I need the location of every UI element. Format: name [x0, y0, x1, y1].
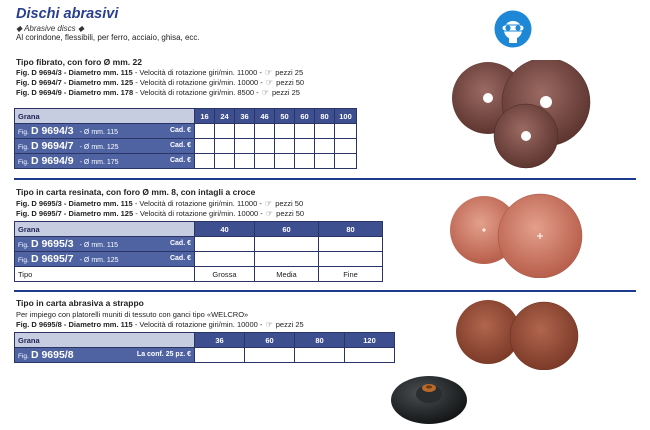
page-subtitle: ◆ Abrasive discs ◆	[16, 24, 85, 33]
product-ref: Fig. D 9694/3 - Diametro mm. 115	[16, 68, 133, 77]
price-cell	[195, 154, 215, 169]
section2-table	[14, 221, 383, 282]
tipo-value: Media	[255, 267, 319, 282]
section3-description: Per impiego con platorelli muniti di tessuto con ganci tipo «WELCRO»	[16, 310, 249, 319]
product-code: D 9694/7	[30, 140, 74, 152]
price-cell	[295, 154, 315, 169]
velcro-paper-discs-image	[448, 298, 608, 370]
section2-line	[16, 199, 303, 208]
diameter: - Ø mm. 125	[79, 257, 119, 264]
grit-header: 100	[335, 109, 357, 124]
fig-prefix: Fig.	[18, 159, 29, 166]
product-code: D 9694/3	[30, 125, 74, 137]
fibre-discs-image	[440, 60, 620, 170]
rotation-speed: - Velocità di rotazione giri/min. 10000 -	[135, 209, 263, 218]
table-header-row	[15, 109, 357, 124]
safety-goggles-icon	[494, 10, 532, 48]
price-cell	[295, 139, 315, 154]
rotation-speed: - Velocità di rotazione giri/min. 8500 -	[135, 88, 259, 97]
grit-header: 60	[245, 333, 295, 348]
price-unit: Cad. €	[169, 127, 191, 134]
price-cell	[315, 124, 335, 139]
price-cell	[275, 139, 295, 154]
section1-table	[14, 108, 357, 169]
hand-pointer-icon: ☞	[261, 88, 269, 97]
tipo-value: Grossa	[195, 267, 255, 282]
section1-line	[16, 68, 303, 77]
table-header-row	[15, 222, 383, 237]
fig-prefix: Fig.	[18, 353, 29, 360]
price-cell	[255, 124, 275, 139]
pack-quantity: pezzi 25	[272, 88, 300, 97]
price-unit: Cad. €	[169, 240, 191, 247]
price-cell	[235, 139, 255, 154]
grana-label: Grana	[15, 109, 195, 124]
price-cell	[275, 124, 295, 139]
section2-line	[16, 209, 304, 218]
diameter: - Ø mm. 115	[79, 242, 119, 249]
pack-quantity: pezzi 50	[276, 78, 305, 87]
price-cell	[195, 252, 255, 267]
section1-title: Tipo fibrato, con foro Ø mm. 22	[16, 57, 142, 67]
table-row	[15, 348, 395, 363]
pack-quantity: pezzi 50	[276, 209, 305, 218]
price-unit: Cad. €	[169, 157, 191, 164]
section-divider	[14, 290, 636, 292]
price-cell	[195, 139, 215, 154]
product-row-label	[15, 154, 195, 169]
price-unit: Cad. €	[169, 142, 191, 149]
hand-pointer-icon: ☞	[264, 199, 273, 208]
price-cell	[255, 154, 275, 169]
fig-prefix: Fig.	[18, 144, 29, 151]
rotation-speed: - Velocità di rotazione giri/min. 10000 -	[134, 320, 263, 329]
price-cell	[215, 124, 235, 139]
grit-header: 80	[315, 109, 335, 124]
price-cell	[275, 154, 295, 169]
product-ref: Fig. D 9695/3 - Diametro mm. 115	[16, 199, 133, 208]
hand-pointer-icon: ☞	[265, 320, 273, 329]
price-cell	[335, 139, 357, 154]
product-code: D 9694/9	[30, 155, 74, 167]
product-row-label	[15, 139, 195, 154]
price-cell	[215, 139, 235, 154]
price-cell	[195, 237, 255, 252]
rotation-speed: - Velocità di rotazione giri/min. 10000 -	[135, 78, 263, 87]
section-divider	[14, 178, 636, 180]
price-cell	[255, 252, 319, 267]
fig-prefix: Fig.	[18, 129, 29, 136]
section1-line	[16, 78, 304, 87]
product-code: D 9695/3	[30, 238, 74, 250]
grit-header: 80	[295, 333, 345, 348]
price-cell	[255, 237, 319, 252]
grana-label: Grana	[15, 222, 195, 237]
price-cell	[345, 348, 395, 363]
product-ref: Fig. D 9695/7 - Diametro mm. 125	[16, 209, 134, 218]
section3-line	[16, 320, 304, 329]
grit-header: 50	[275, 109, 295, 124]
product-row-label	[15, 237, 195, 252]
rotation-speed: - Velocità di rotazione giri/min. 11000 -	[134, 199, 262, 208]
section1-line	[16, 88, 300, 97]
diameter: - Ø mm. 175	[79, 159, 119, 166]
section3-title: Tipo in carta abrasiva a strappo	[16, 298, 144, 308]
price-cell	[295, 348, 345, 363]
price-cell	[315, 154, 335, 169]
pack-quantity: pezzi 25	[275, 320, 304, 329]
diameter: - Ø mm. 115	[79, 129, 119, 136]
grit-header: 60	[255, 222, 319, 237]
hand-pointer-icon: ☞	[265, 209, 274, 218]
product-row-label	[15, 252, 195, 267]
grit-header: 36	[195, 333, 245, 348]
pack-quantity: pezzi 25	[275, 68, 304, 77]
product-ref: Fig. D 9694/7 - Diametro mm. 125	[16, 78, 134, 87]
fig-prefix: Fig.	[18, 242, 29, 249]
product-ref: Fig. D 9695/8 - Diametro mm. 115	[16, 320, 133, 329]
tipo-label: Tipo	[15, 267, 195, 282]
product-row-label	[15, 348, 195, 363]
pack-quantity: pezzi 50	[275, 199, 304, 208]
table-row	[15, 139, 357, 154]
hand-pointer-icon: ☞	[265, 78, 274, 87]
price-cell	[255, 139, 275, 154]
price-cell	[319, 237, 383, 252]
grit-header: 46	[255, 109, 275, 124]
price-cell	[235, 154, 255, 169]
product-code: D 9695/8	[30, 349, 74, 361]
fig-prefix: Fig.	[18, 257, 29, 264]
price-cell	[335, 124, 357, 139]
price-cell	[215, 154, 235, 169]
rotation-speed: - Velocità di rotazione giri/min. 11000 -	[134, 68, 262, 77]
hand-pointer-icon: ☞	[264, 68, 273, 77]
grana-label: Grana	[15, 333, 195, 348]
price-cell	[315, 139, 335, 154]
table-row	[15, 237, 383, 252]
grit-header: 16	[195, 109, 215, 124]
price-cell	[235, 124, 255, 139]
page-description: Al corindone, flessibili, per ferro, acciaio, ghisa, ecc.	[16, 33, 200, 42]
section2-title: Tipo in carta resinata, con foro Ø mm. 8, con intagli a croce	[16, 187, 256, 197]
grit-header: 60	[295, 109, 315, 124]
grit-header: 40	[195, 222, 255, 237]
resin-paper-discs-image	[440, 192, 620, 278]
price-cell	[195, 348, 245, 363]
diameter: - Ø mm. 125	[79, 144, 119, 151]
backing-pad-image	[388, 364, 470, 426]
price-unit: La conf. 25 pz. €	[136, 351, 191, 358]
grit-header: 120	[345, 333, 395, 348]
page-title: Dischi abrasivi	[16, 6, 119, 22]
table-row	[15, 252, 383, 267]
price-cell	[335, 154, 357, 169]
table-header-row	[15, 333, 395, 348]
table-row	[15, 124, 357, 139]
price-cell	[295, 124, 315, 139]
price-unit: Cad. €	[169, 255, 191, 262]
section3-table	[14, 332, 395, 363]
grit-header: 24	[215, 109, 235, 124]
tipo-value: Fine	[319, 267, 383, 282]
product-ref: Fig. D 9694/9 - Diametro mm. 178	[16, 88, 134, 97]
table-row	[15, 154, 357, 169]
table-row	[15, 267, 383, 282]
price-cell	[195, 124, 215, 139]
grit-header: 80	[319, 222, 383, 237]
price-cell	[245, 348, 295, 363]
product-code: D 9695/7	[30, 253, 74, 265]
product-row-label	[15, 124, 195, 139]
price-cell	[319, 252, 383, 267]
grit-header: 36	[235, 109, 255, 124]
